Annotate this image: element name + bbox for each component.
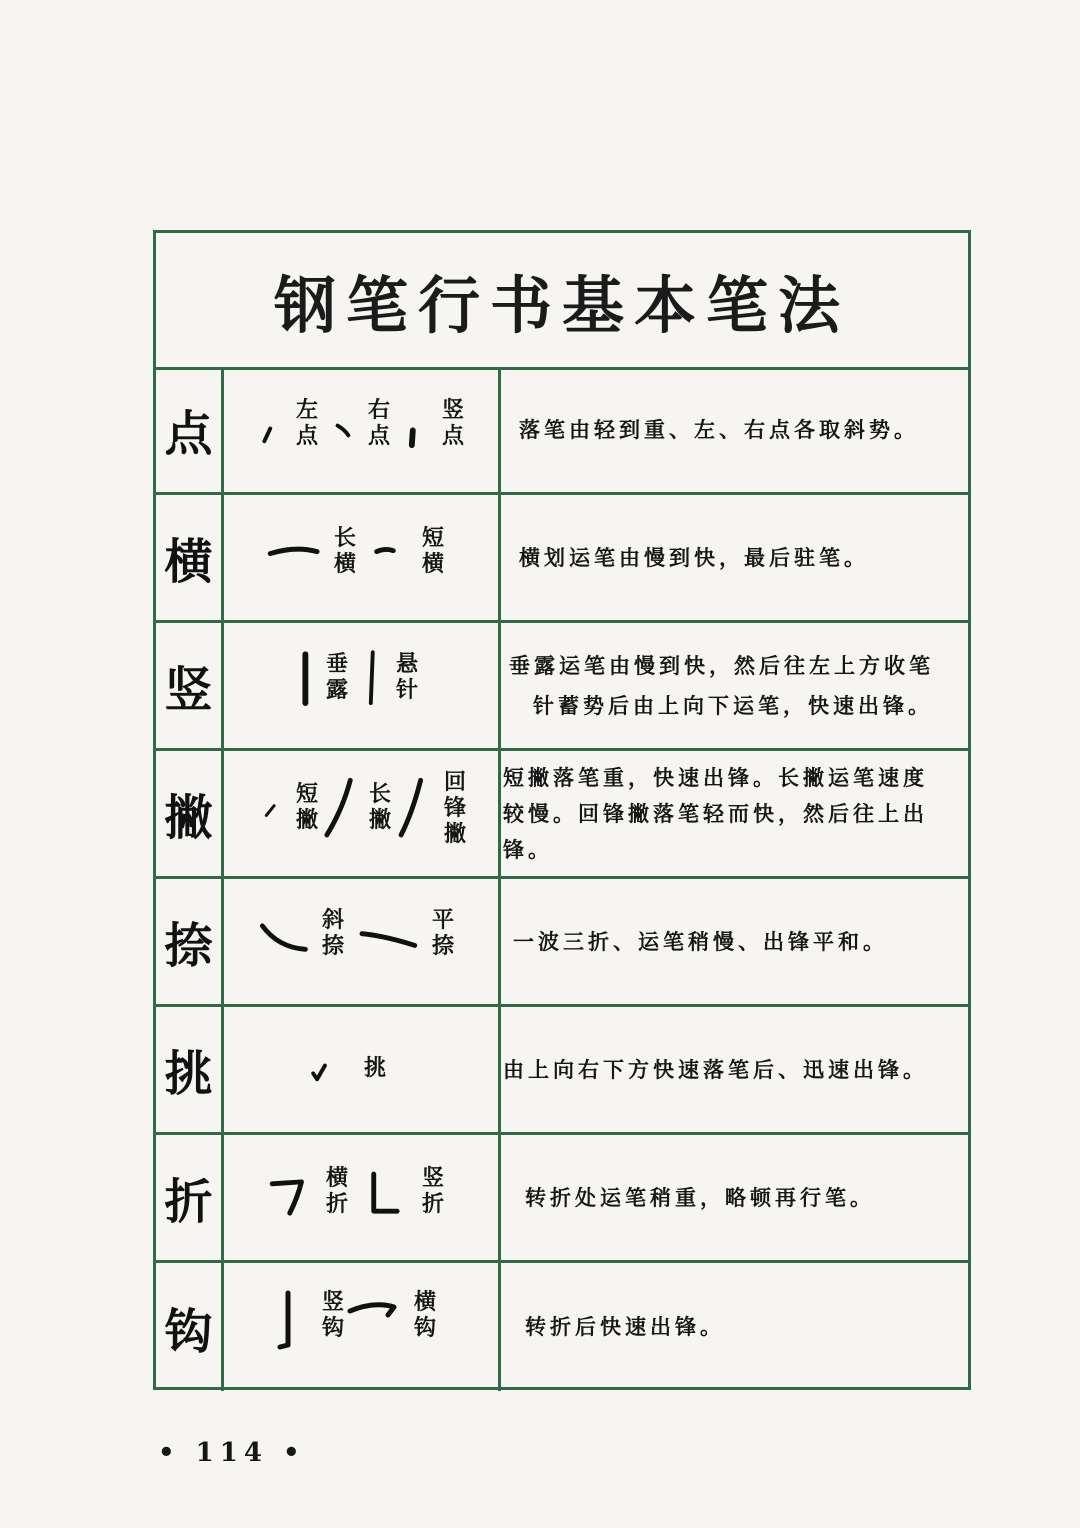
stroke-examples-cell — [224, 495, 501, 620]
stroke-label: 左 点 — [295, 397, 318, 449]
stroke-description: 由上向右下方快速落笔后、迅速出锋。 — [503, 1056, 928, 1082]
stroke-name-cell: 钩 — [156, 1263, 224, 1391]
vertical-dot-stroke — [412, 430, 413, 445]
stroke-label: 横 钩 — [413, 1289, 436, 1341]
stroke-name-cell: 挑 — [156, 1007, 224, 1132]
suspended-needle-stroke — [371, 652, 373, 703]
title-row — [156, 233, 968, 370]
horizontal-hook-stroke — [350, 1305, 394, 1315]
slanted-right-falling-stroke — [262, 926, 305, 949]
stroke-label: 短 撇 — [295, 781, 318, 833]
stroke-examples-cell — [224, 1007, 501, 1132]
stroke-examples-cell — [224, 1263, 501, 1391]
stroke-drawings — [224, 879, 501, 1004]
stroke-row-na — [156, 879, 968, 1007]
stroke-drawings — [224, 495, 501, 620]
stroke-row-heng — [156, 495, 968, 623]
stroke-label: 竖 折 — [421, 1165, 444, 1217]
stroke-name-cell: 折 — [156, 1135, 224, 1260]
stroke-name-cell: 横 — [156, 495, 224, 620]
stroke-row-shu — [156, 623, 968, 751]
short-horizontal-stroke — [377, 549, 394, 551]
stroke-name-cell: 捺 — [156, 879, 224, 1004]
stroke-name-cell: 竖 — [156, 623, 224, 748]
page-title: 钢笔行书基本笔法 — [273, 268, 850, 342]
stroke-label: 短 横 — [421, 525, 444, 577]
short-left-falling-stroke — [266, 806, 274, 816]
stroke-label: 平 捺 — [431, 907, 454, 959]
stroke-row-zhe — [156, 1135, 968, 1263]
stroke-label: 竖 点 — [441, 397, 464, 449]
stroke-description: 垂露运笔由慢到快，然后往左上方收笔 针蓄势后由上向下运笔，快速出锋。 — [509, 652, 934, 718]
stroke-row-gou — [156, 1263, 968, 1391]
stroke-drawings — [224, 1135, 501, 1260]
return-left-falling-stroke — [401, 780, 421, 835]
stroke-label: 斜 捺 — [321, 907, 344, 959]
stroke-row-pie — [156, 751, 968, 879]
stroke-name-cell: 点 — [156, 367, 224, 492]
flat-right-falling-stroke — [362, 934, 415, 946]
right-dot-stroke — [338, 426, 349, 436]
rising-stroke — [313, 1066, 325, 1080]
long-left-falling-stroke — [327, 780, 350, 835]
stroke-name-cell: 撇 — [156, 751, 224, 876]
horizontal-turn-stroke — [272, 1182, 301, 1213]
stroke-examples-cell — [224, 1135, 501, 1260]
long-horizontal-stroke — [270, 549, 317, 553]
stroke-label: 挑 — [363, 1055, 386, 1081]
stroke-description: 落笔由轻到重、左、右点各取斜势。 — [519, 416, 919, 442]
stroke-description: 横划运笔由慢到快，最后驻笔。 — [519, 544, 869, 570]
stroke-description: 转折处运笔稍重，略顿再行笔。 — [525, 1184, 875, 1210]
stroke-examples-cell — [224, 879, 501, 1004]
vertical-turn-stroke — [374, 1174, 397, 1211]
stroke-label: 长 撇 — [368, 781, 391, 833]
stroke-drawings — [224, 623, 501, 748]
left-dot-stroke — [264, 429, 270, 442]
stroke-label: 右 点 — [367, 397, 390, 449]
stroke-row-tiao — [156, 1007, 968, 1135]
stroke-label: 长 横 — [333, 525, 356, 577]
stroke-row-dian — [156, 367, 968, 495]
stroke-description: 一波三折、运笔稍慢、出锋平和。 — [513, 928, 888, 954]
stroke-description: 转折后快速出锋。 — [525, 1314, 725, 1339]
stroke-description: 短撇落笔重，快速出锋。长撇运笔速度 较慢。回锋撇落笔轻而快，然后往上出 锋。 — [503, 764, 928, 862]
stroke-label: 竖 钩 — [321, 1289, 344, 1341]
stroke-label: 回 锋 撇 — [443, 769, 466, 847]
stroke-label: 悬 针 — [395, 651, 418, 703]
stroke-examples-cell — [224, 623, 501, 748]
stroke-drawings — [224, 1263, 501, 1391]
stroke-label: 横 折 — [325, 1165, 348, 1217]
vertical-hook-stroke — [280, 1293, 288, 1347]
stroke-label: 垂 露 — [325, 651, 348, 703]
stroke-examples-cell — [224, 751, 501, 876]
page-number: • 114 • — [158, 1438, 306, 1468]
brush-strokes-table — [153, 230, 971, 1390]
stroke-examples-cell — [224, 367, 501, 492]
